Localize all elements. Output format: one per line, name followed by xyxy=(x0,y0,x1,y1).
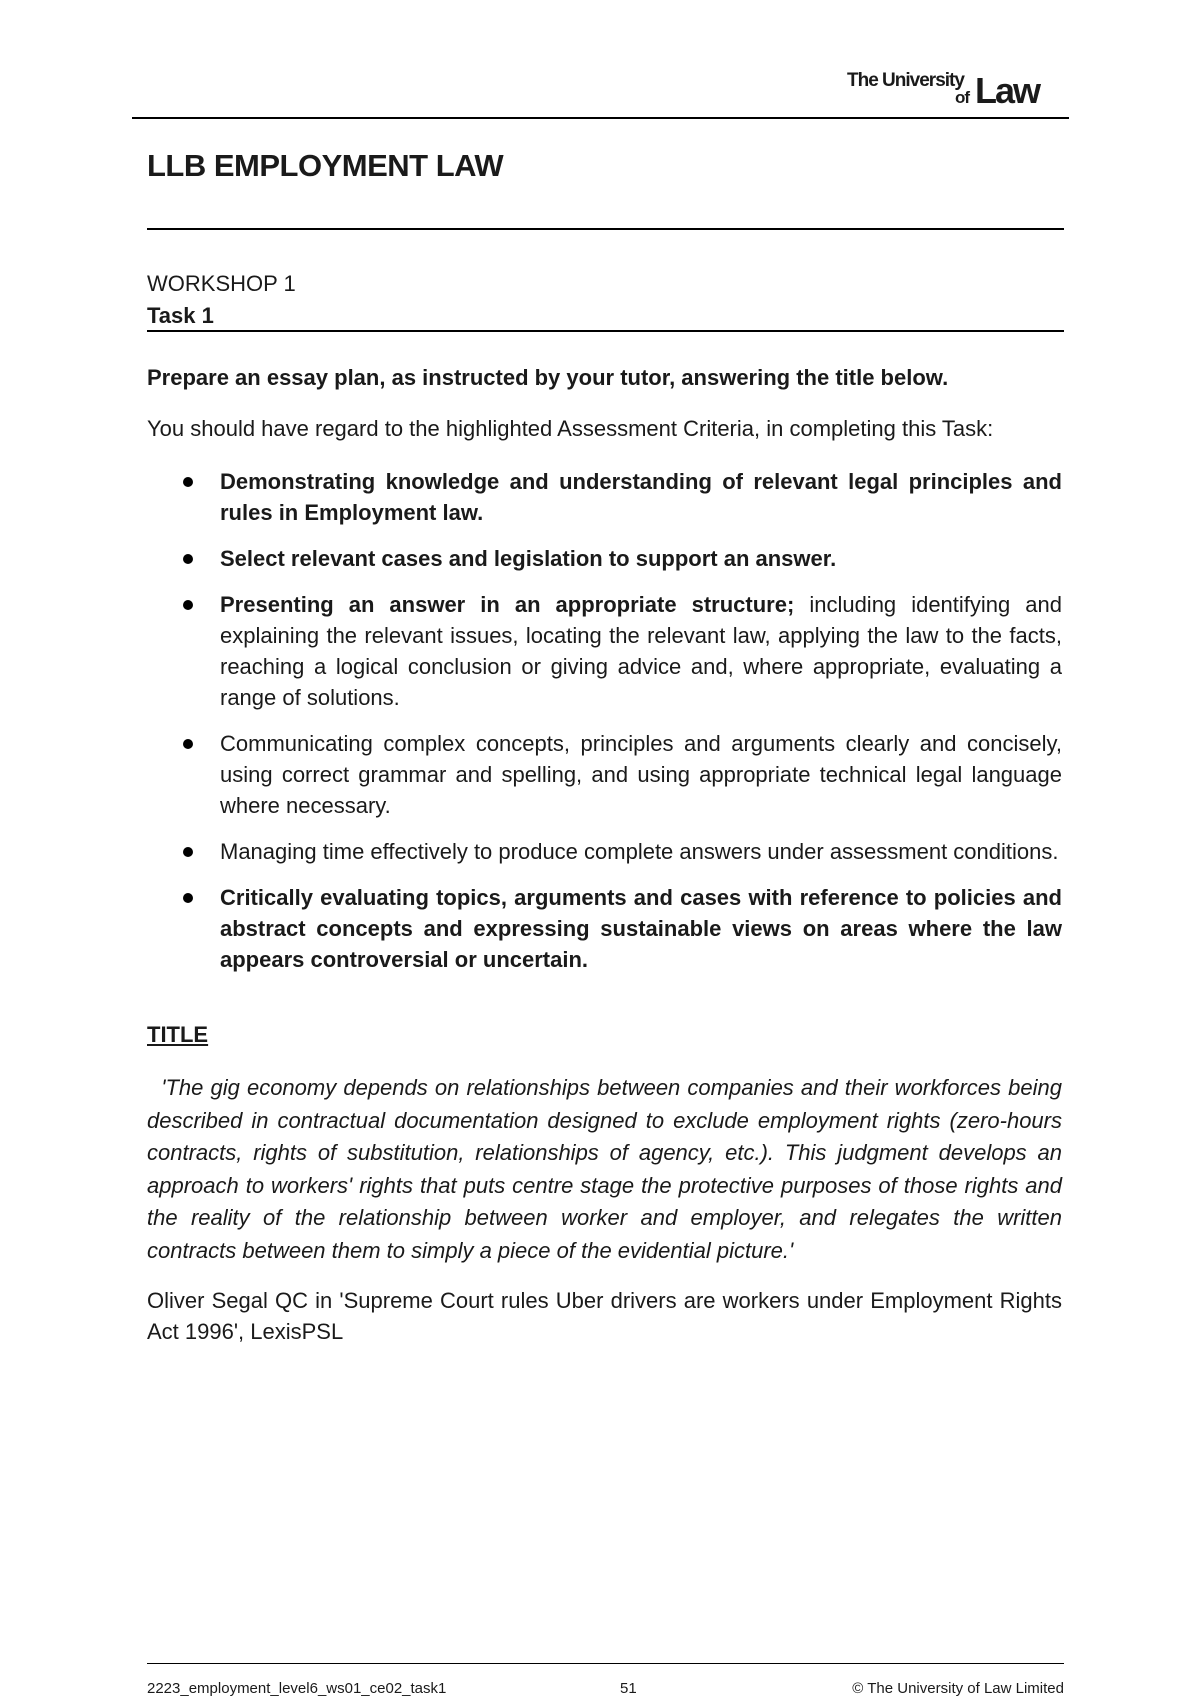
criteria-item xyxy=(147,728,1062,821)
instruction-text: Prepare an essay plan, as instructed by your tutor, answering the title below. xyxy=(147,365,949,390)
title-heading: TITLE xyxy=(147,1022,209,1047)
bullet-icon xyxy=(183,847,193,857)
header-rule xyxy=(132,117,1069,119)
document-body xyxy=(147,362,1062,1347)
criteria-item xyxy=(147,882,1062,975)
intro-text: You should have regard to the highlighted Assessment Criteria, in completing this Task: xyxy=(147,416,994,441)
bullet-icon xyxy=(183,739,193,749)
criteria-bold: Critically evaluating topics, arguments and cases with reference to policies and abstract concepts and expressing sustainable views on areas where the law appears controversial or uncertain. xyxy=(220,885,1062,972)
criteria-item xyxy=(147,836,1062,867)
logo-line3: Law xyxy=(975,70,1040,111)
criteria-normal: including identifying and explaining the relevant issues, locating the relevant law, applying the law to the facts, reaching a logical conclusion or giving advice and, where appropriate, evaluating a range of solutions. xyxy=(220,592,1062,710)
task-rule xyxy=(147,330,1064,332)
criteria-bold: Select relevant cases and legislation to support an answer. xyxy=(220,546,837,571)
footer-copyright: © The University of Law Limited xyxy=(852,1680,1064,1697)
criteria-normal: Managing time effectively to produce complete answers under assessment conditions. xyxy=(220,839,1059,864)
criteria-list xyxy=(147,466,1062,975)
footer-rule xyxy=(147,1663,1064,1664)
criteria-bold: Presenting an answer in an appropriate structure; xyxy=(220,592,795,617)
criteria-normal: Communicating complex concepts, principles and arguments clearly and concisely, using correct grammar and spelling, and using appropriate technical legal language where necessary. xyxy=(220,731,1062,818)
bullet-icon xyxy=(183,477,193,487)
footer-page-number: 51 xyxy=(620,1680,637,1697)
quote-citation: Oliver Segal QC in 'Supreme Court rules Uber drivers are workers under Employment Rights Act 1996', LexisPSL xyxy=(147,1288,1062,1344)
university-logo xyxy=(847,68,1057,110)
logo-line1: The University xyxy=(847,70,964,91)
criteria-bold: Demonstrating knowledge and understanding of relevant legal principles and rules in Employment law. xyxy=(220,469,1062,525)
document-title: LLB EMPLOYMENT LAW xyxy=(147,148,504,183)
logo-line2: of xyxy=(955,88,970,107)
bullet-icon xyxy=(183,893,193,903)
essay-quote: 'The gig economy depends on relationships between companies and their workforces being described in contractual documentation designed to exclude employment rights (zero-hours contracts, rights of substitution, relationships of agency, etc.). This judgment develops an approach to workers' rights that puts centre stage the protective purposes of those rights and the reality of the relationship between worker and employer, and relegates the written contracts between them to simply a piece of the evidential picture.' xyxy=(147,1075,1062,1263)
title-rule xyxy=(147,228,1064,230)
task-label: Task 1 xyxy=(147,303,214,328)
footer-file-code: 2223_employment_level6_ws01_ce02_task1 xyxy=(147,1680,447,1697)
criteria-item xyxy=(147,589,1062,713)
criteria-item xyxy=(147,543,1062,574)
criteria-item xyxy=(147,466,1062,528)
bullet-icon xyxy=(183,600,193,610)
workshop-label: WORKSHOP 1 xyxy=(147,271,296,296)
bullet-icon xyxy=(183,554,193,564)
